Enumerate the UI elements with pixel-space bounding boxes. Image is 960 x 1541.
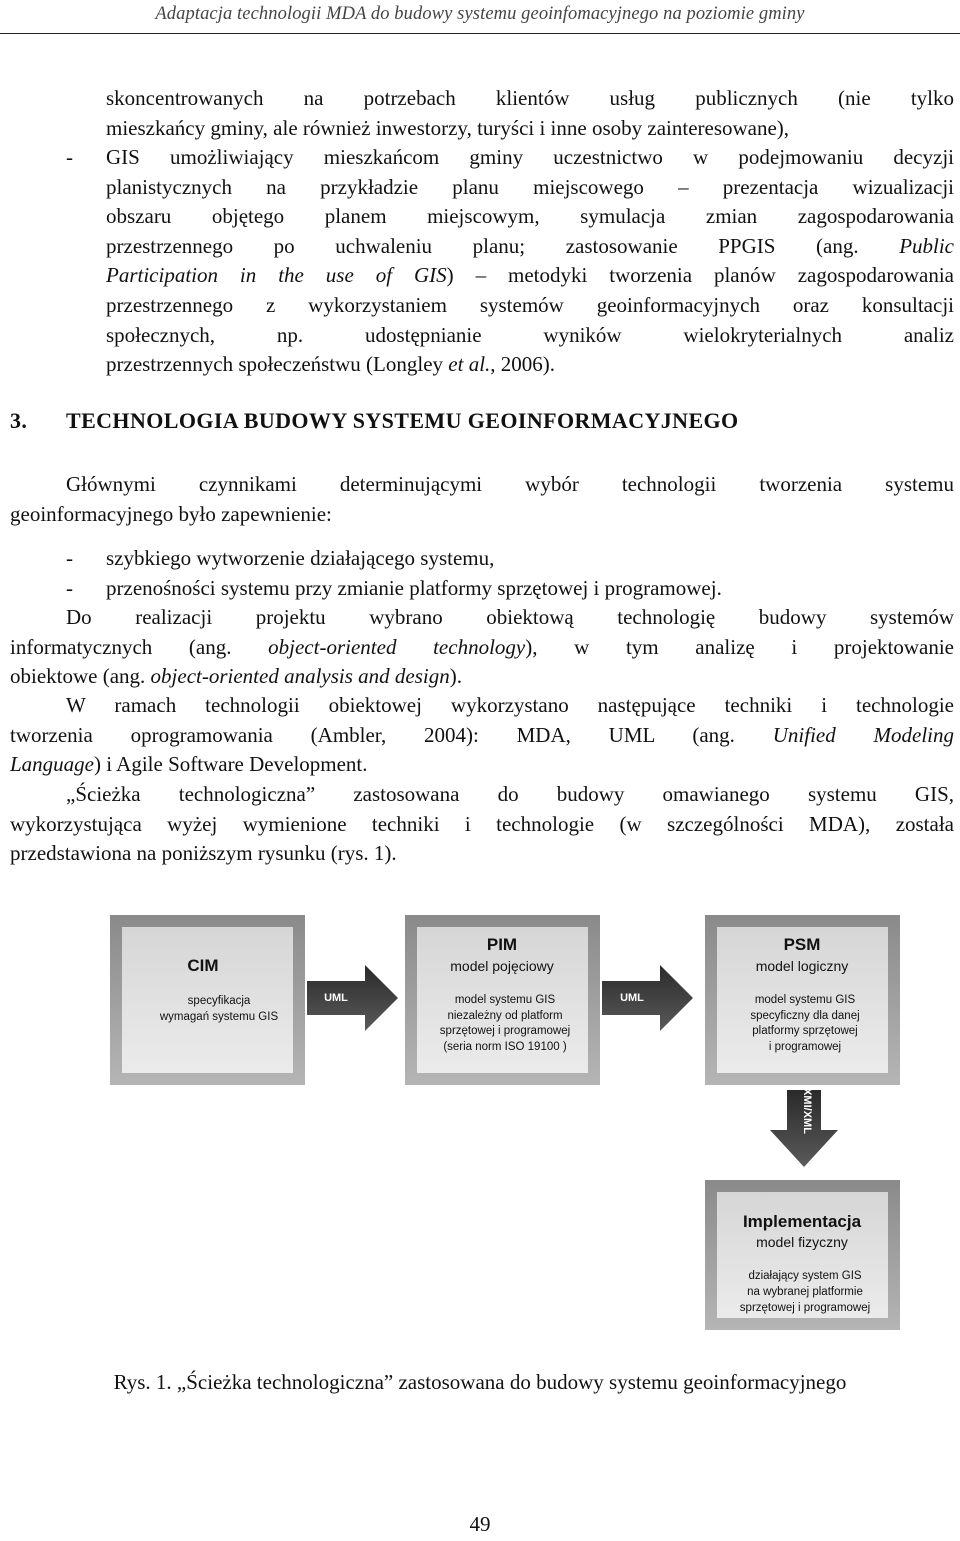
running-header-text: Adaptacja technologii MDA do budowy systemu geoinfomacyjnego na poziomie gminy	[155, 4, 805, 24]
paragraph-3-line-3-italic: Language	[10, 752, 94, 777]
bullet-dash: -	[66, 145, 73, 169]
paragraph-3-line-1: W ramach technologii obiektowej wykorzystano następujące techniki i technologie	[66, 693, 954, 717]
xmi-arrow	[770, 1088, 838, 1167]
paragraph-2	[10, 603, 954, 692]
intro-line-1: skoncentrowanych na potrzebach klientów usług publicznych (nie tylko	[106, 86, 954, 110]
psm-subtitle: model logiczny	[755, 958, 849, 974]
paragraph-2-line-2-post: ), w tym analizę i projektowanie	[525, 634, 954, 659]
pim-body-2: niezależny od platform	[447, 1010, 563, 1022]
psm-body-1: model systemu GIS	[754, 994, 856, 1006]
pim-title: PIM	[486, 935, 518, 954]
uml-arrow-1-label: UML	[324, 992, 348, 1004]
paragraph-3-line-2	[10, 721, 954, 751]
paragraph-3-line-2-pre: tworzenia oprogramowania (Ambler, 2004): MDA, UML (ang.	[10, 722, 773, 747]
pim-body-3: sprzętowej i programowej	[439, 1025, 571, 1037]
bullet-gis-line-1: GIS umożliwiający mieszkańcom gminy uczestnictwo w podejmowaniu decyzji	[106, 145, 954, 169]
psm-title: PSM	[783, 935, 821, 954]
list-item-2: przenośności systemu przy zmianie platformy sprzętowej i programowej.	[106, 576, 722, 600]
psm-body-2: specyficzny dla danej	[750, 1010, 860, 1022]
bullet-gis-block	[106, 143, 954, 380]
paragraph-2-line-3-italic: object-oriented analysis and design	[150, 664, 450, 689]
bullet-gis-italic-participation: Participation in the use of GIS	[106, 263, 447, 288]
paragraph-2-line-3-post: ).	[449, 664, 462, 689]
paragraph-4-line-3: przedstawiona na poniższym rysunku (rys. 1).	[10, 841, 397, 866]
bullet-gis-line-8-pre: przestrzennych społeczeństwu (Longley	[106, 352, 449, 377]
bullet-gis-line-4-text: przestrzennego po uchwaleniu planu; zastosowanie PPGIS (ang.	[106, 233, 859, 258]
cim-title: CIM	[187, 956, 219, 975]
paragraph-4-line-2: wykorzystująca wyżej wymienione techniki i technologie (w szczególności MDA), została	[10, 811, 954, 836]
bullet-gis-line-6: przestrzennego z wykorzystaniem systemów geoinformacyjnych oraz konsultacji	[106, 292, 954, 317]
pim-body-4: (seria norm ISO 19100 )	[443, 1041, 567, 1053]
intro-line-2: mieszkańcy gminy, ale również inwestorzy, turyści i inne osoby zainteresowane),	[106, 115, 790, 140]
paragraph-2-line-2-italic: object-oriented technology	[268, 634, 526, 659]
paragraph-2-line-1: Do realizacji projektu wybrano obiektową technologię budowy systemów	[66, 605, 954, 629]
bullet-gis-italic-public: Public	[899, 233, 955, 258]
paragraph-2-line-3-pre: obiektowe (ang.	[10, 664, 151, 689]
paragraph-1-line-1: Głównymi czynnikami determinującymi wybór technologii tworzenia systemu	[66, 472, 954, 496]
intro-block	[106, 84, 954, 143]
bullet-gis-line-7: społecznych, np. udostępnianie wyników wielokryterialnych analiz	[106, 322, 954, 347]
uml-arrow-2-label: UML	[620, 992, 644, 1004]
page-number: 49	[469, 1512, 491, 1536]
paragraph-2-line-2-pre: informatycznych (ang.	[10, 634, 269, 659]
list-dash-1: -	[66, 546, 73, 570]
bullet-gis-line-2: planistycznych na przykładzie planu miejscowego – prezentacja wizualizacji	[106, 174, 954, 199]
uml-arrow-1	[307, 965, 398, 1031]
psm-body-4: i programowej	[768, 1041, 842, 1053]
bullet-gis-line-3: obszaru objętego planem miejscowym, symulacja zmian zagospodarowania	[106, 204, 954, 229]
figure-caption: Rys. 1. „Ścieżka technologiczna” zastosowana do budowy systemu geoinformacyjnego	[113, 1370, 847, 1394]
implementation-body-3: sprzętowej i programowej	[739, 1302, 871, 1314]
running-header	[0, 0, 960, 34]
cim-box	[110, 915, 305, 1085]
mda-diagram	[0, 895, 960, 1314]
paragraph-2-line-3	[10, 662, 954, 692]
section-heading	[10, 408, 739, 434]
paragraph-1	[10, 470, 954, 529]
psm-body-3: platformy sprzętowej	[752, 1025, 858, 1037]
cim-body-1: specyfikacja	[187, 995, 251, 1007]
implementation-box	[705, 1180, 900, 1330]
implementation-subtitle: model fizyczny	[756, 1234, 848, 1250]
pim-subtitle: model pojęciowy	[450, 958, 554, 974]
paragraph-4	[10, 780, 954, 869]
paragraph-3	[10, 691, 954, 780]
pim-box	[405, 915, 600, 1085]
implementation-body-2: na wybranej platformie	[747, 1286, 863, 1298]
uml-arrow-2	[602, 965, 693, 1031]
psm-box	[705, 915, 900, 1085]
xmi-arrow-label: XMI/XML	[801, 1088, 813, 1134]
bullet-gis-line-8	[106, 350, 954, 380]
bullet-gis-line-5	[106, 261, 954, 291]
implementation-title: Implementacja	[742, 1212, 862, 1231]
cim-body-2: wymagań systemu GIS	[159, 1011, 279, 1023]
bullet-gis-line-8-post: , 2006).	[490, 352, 556, 377]
paragraph-2-line-2	[10, 633, 954, 663]
list-item-1: szybkiego wytworzenie działającego systemu,	[106, 546, 495, 570]
pim-body-1: model systemu GIS	[454, 994, 556, 1006]
paragraph-3-line-2-italic: Unified Modeling	[772, 722, 955, 747]
paragraph-4-line-1: „Ścieżka technologiczna” zastosowana do budowy omawianego systemu GIS,	[66, 782, 954, 806]
bullet-gis-line-4	[106, 232, 954, 262]
implementation-body-1: działający system GIS	[748, 1270, 862, 1282]
paragraph-1-line-2: geoinformacyjnego było zapewnienie:	[10, 501, 332, 526]
list-dash-2: -	[66, 576, 73, 600]
bullet-gis-line-8-italic: et al.	[448, 352, 491, 377]
bullet-gis-line-5-rest: ) – metodyki tworzenia planów zagospodarowania	[446, 263, 954, 288]
paragraph-3-line-3	[10, 750, 954, 780]
section-number: 3.	[10, 408, 28, 433]
section-title: TECHNOLOGIA BUDOWY SYSTEMU GEOINFORMACYJNEGO	[66, 408, 739, 433]
paragraph-3-line-3-post: ) i Agile Software Development.	[94, 752, 368, 777]
